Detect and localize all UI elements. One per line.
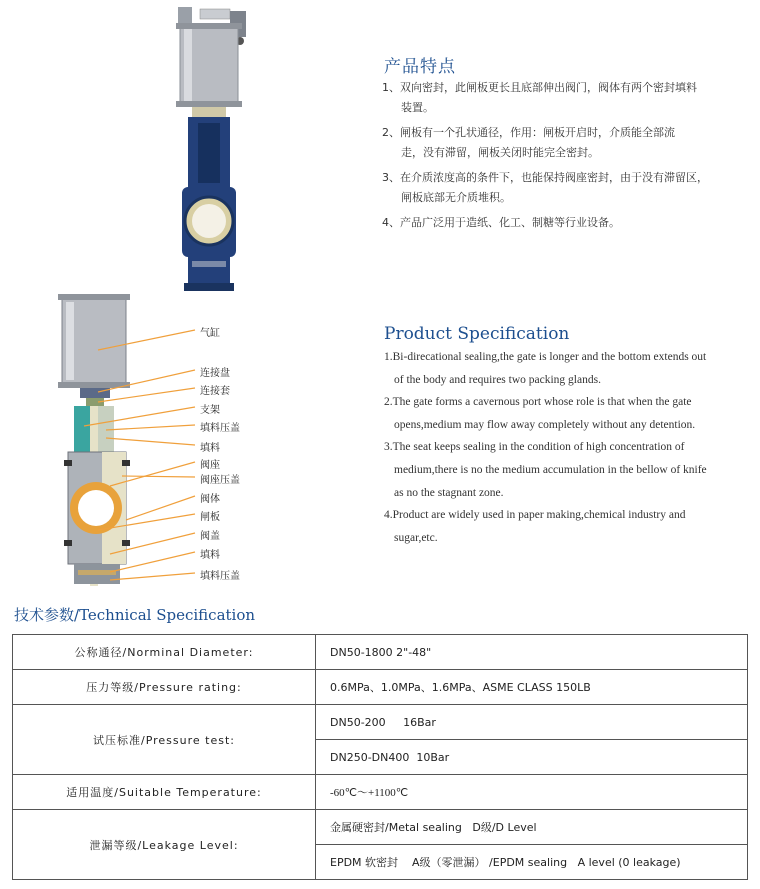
spec-item: [384, 391, 756, 436]
spec-line: medium,there is no the medium accumulation in the bellow of knife: [394, 463, 707, 476]
valve-section-diagram: [40, 290, 215, 590]
part-label-packing-lower: 填料: [200, 550, 220, 561]
features-title-cn: 产品特点: [384, 57, 456, 77]
tech-spec-title-en: Technical Specification: [79, 606, 256, 624]
spec-item: [384, 346, 756, 391]
part-label-packing: 填料: [200, 443, 220, 454]
row-value-leak-1: 金属硬密封/Metal sealing D级/D Level: [316, 810, 748, 845]
valve-photo: [170, 5, 260, 295]
spec-line: sugar,etc.: [394, 531, 438, 544]
feature-item: [382, 78, 757, 118]
spec-line: of the body and requires two packing glands.: [394, 373, 601, 386]
part-label-body: 阀体: [200, 494, 220, 505]
row-label-temp: 适用温度/Suitable Temperature:: [13, 775, 316, 810]
spec-line: 1.Bi-direcational sealing,the gate is longer and the bottom extends out: [384, 351, 707, 363]
tech-spec-title: [14, 604, 255, 625]
feature-line: 2、闸板有一个孔状通径，作用：闸板开启时，介质能全部流: [382, 126, 675, 139]
table-row: [13, 810, 748, 845]
row-value-diameter: DN50-1800 2"-48": [316, 635, 748, 670]
spec-item: [384, 504, 756, 549]
part-label-seat-gland: 阀座压盖: [200, 475, 240, 486]
spec-item: [384, 436, 756, 504]
part-label-connecting-sleeve: 连接套: [200, 386, 230, 397]
row-value-temp: -60℃～+1100℃: [316, 775, 748, 810]
part-label-bracket: 支架: [200, 405, 220, 416]
row-label-pressure: 压力等级/Pressure rating:: [13, 670, 316, 705]
table-row: [13, 670, 748, 705]
row-label-diameter: 公称通径/Norminal Diameter:: [13, 635, 316, 670]
table-row: [13, 635, 748, 670]
table-row: [13, 775, 748, 810]
features-list-cn: [382, 78, 757, 238]
feature-item: [382, 123, 757, 163]
row-value-test-2: DN250-DN400 10Bar: [316, 740, 748, 775]
tech-spec-title-cn: 技术参数/: [14, 606, 80, 624]
spec-title-en: Product Specification: [384, 324, 570, 344]
spec-line: as no the stagnant zone.: [394, 486, 504, 499]
row-value-leak-2: EPDM 软密封 A级（零泄漏） /EPDM sealing A level (0 leakage): [316, 845, 748, 880]
part-label-gate: 闸板: [200, 512, 220, 523]
feature-line: 3、在介质浓度高的条件下，也能保持阀座密封，由于没有滞留区，: [382, 171, 708, 184]
part-label-seat: 阀座: [200, 460, 220, 471]
feature-line: 闸板底部无介质堆积。: [401, 191, 511, 204]
row-value-pressure: 0.6MPa、1.0MPa、1.6MPa、ASME CLASS 150LB: [316, 670, 748, 705]
feature-line: 装置。: [401, 101, 434, 114]
part-label-connecting-plate: 连接盘: [200, 368, 230, 379]
spec-line: 2.The gate forms a cavernous port whose role is that when the gate: [384, 396, 692, 409]
tech-spec-table: [12, 634, 748, 880]
feature-line: 走，没有滞留，闸板关闭时能完全密封。: [401, 146, 599, 159]
feature-item: [382, 213, 757, 233]
part-label-cylinder: 气缸: [200, 328, 220, 339]
table-row: [13, 705, 748, 740]
spec-list-en: [384, 346, 756, 549]
spec-line: 3.The seat keeps sealing in the condition of high concentration of: [384, 441, 685, 454]
spec-line: opens,medium may flow away completely without any detention.: [394, 418, 696, 431]
row-label-leak: 泄漏等级/Leakage Level:: [13, 810, 316, 880]
feature-line: 1、双向密封，此闸板更长且底部伸出阀门，阀体有两个密封填料: [382, 81, 697, 94]
row-value-test-1: DN50-200 16Bar: [316, 705, 748, 740]
row-label-test: 试压标准/Pressure test:: [13, 705, 316, 775]
feature-item: [382, 168, 757, 208]
part-label-gland: 填料压盖: [200, 423, 240, 434]
part-label-gland-lower: 填料压盖: [200, 571, 240, 582]
part-label-bonnet: 阀盖: [200, 531, 220, 542]
spec-line: 4.Product are widely used in paper making,chemical industry and: [384, 509, 686, 522]
feature-line: 4、产品广泛用于造纸、化工、制糖等行业设备。: [382, 216, 620, 229]
